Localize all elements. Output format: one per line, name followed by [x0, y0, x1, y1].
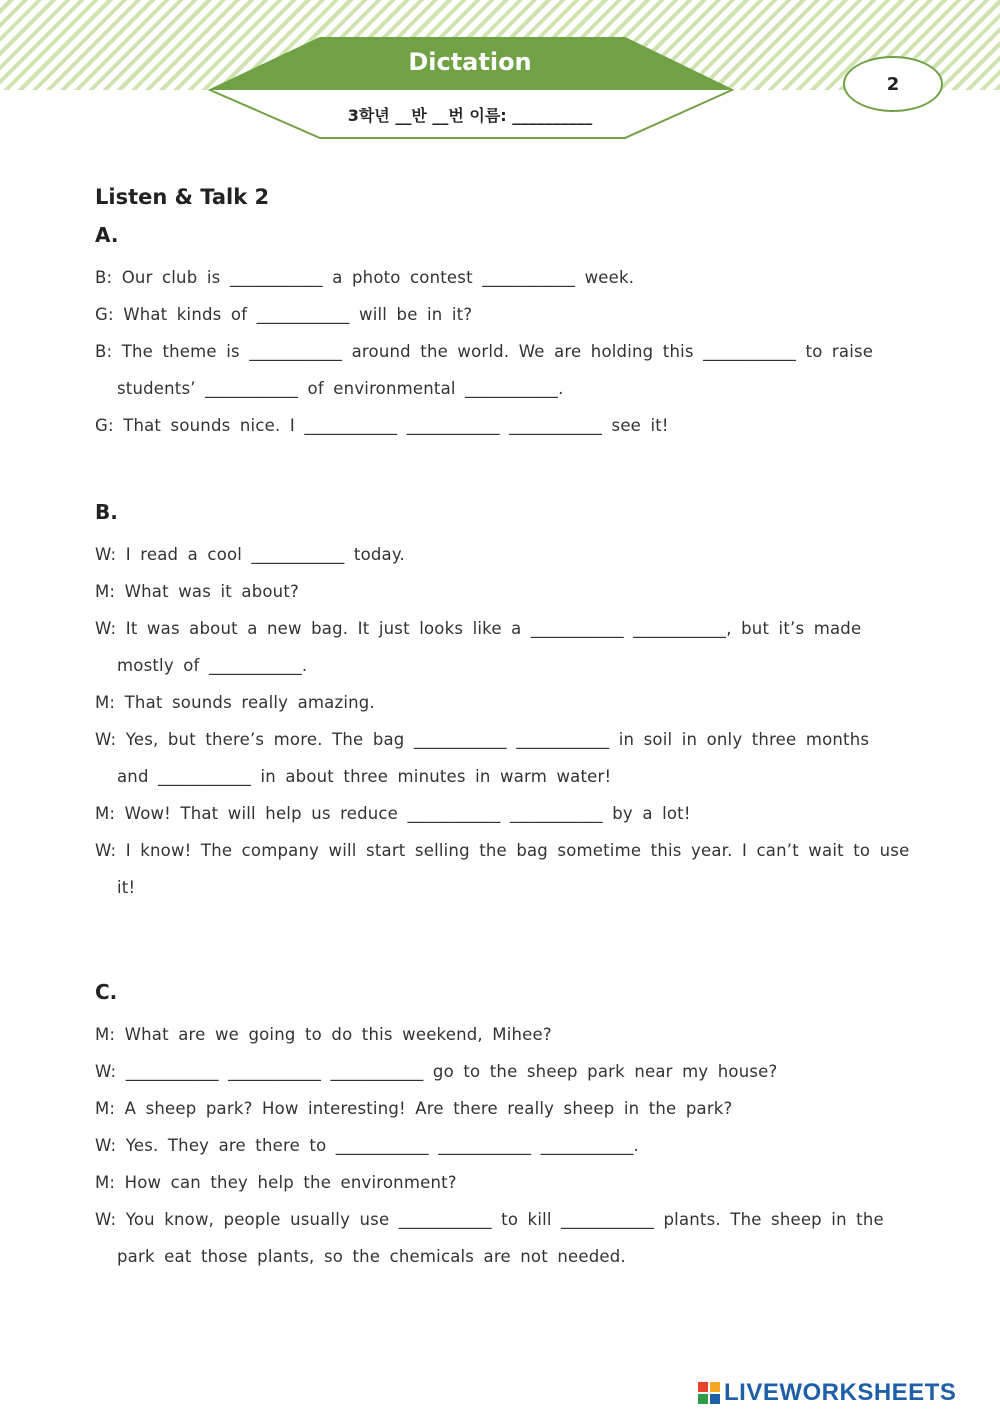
dialogue-line: M: A sheep park? How interesting! Are there really sheep in the park?	[95, 1099, 733, 1118]
dialogue-line: and ___________ in about three minutes in warm water!	[117, 767, 612, 786]
dialogue-line: W: ___________ ___________ ___________ go to the sheep park near my house?	[95, 1062, 778, 1081]
section-c	[95, 980, 910, 1275]
dialogue-line: G: That sounds nice. I ___________ ___________ ___________ see it!	[95, 416, 669, 435]
dialogue-line: B: Our club is ___________ a photo contest ___________ week.	[95, 268, 635, 287]
dialogue-line: M: Wow! That will help us reduce ___________ ___________ by a lot!	[95, 804, 691, 823]
section-a	[95, 223, 910, 444]
unit-title: Listen & Talk 2	[95, 185, 270, 209]
dialogue-line: G: What kinds of ___________ will be in it?	[95, 305, 473, 324]
dialogue-line: W: Yes. They are there to ___________ ___________ ___________.	[95, 1136, 639, 1155]
dialogue-line: M: What are we going to do this weekend, Mihee?	[95, 1025, 552, 1044]
page-number-badge: 2	[843, 56, 943, 112]
dialogue-line: W: Yes, but there’s more. The bag ___________ ___________ in soil in only three months	[95, 730, 870, 749]
section-b	[95, 500, 910, 906]
dialogue-line: W: I read a cool ___________ today.	[95, 545, 405, 564]
dialogue-line: M: That sounds really amazing.	[95, 693, 375, 712]
student-info-line: 3학년 __반 __번 이름: __________	[347, 106, 593, 125]
logo-mark-icon	[698, 1382, 720, 1404]
dialogue-line: W: You know, people usually use ___________ to kill ___________ plants. The sheep in the	[95, 1210, 884, 1229]
dialogue-line: students’ ___________ of environmental ___________.	[117, 379, 564, 398]
dialogue-line: mostly of ___________.	[117, 656, 308, 675]
worksheet-content	[95, 185, 910, 1275]
dialogue-line: M: What was it about?	[95, 582, 299, 601]
dialogue-line: W: It was about a new bag. It just looks like a ___________ ___________, but it’s made	[95, 619, 862, 638]
worksheet-title: Dictation	[408, 48, 532, 76]
dialogue-line: it!	[117, 878, 136, 897]
section-c-label: C.	[95, 980, 118, 1004]
dialogue-line: M: How can they help the environment?	[95, 1173, 457, 1192]
dialogue-line: B: The theme is ___________ around the world. We are holding this ___________ to raise	[95, 342, 874, 361]
logo-text: LIVEWORKSHEETS	[724, 1379, 957, 1406]
dialogue-line: W: I know! The company will start selling the bag sometime this year. I can’t wait to use	[95, 841, 910, 860]
section-a-label: A.	[95, 223, 119, 247]
dialogue-line: park eat those plants, so the chemicals are not needed.	[117, 1247, 626, 1266]
section-b-label: B.	[95, 500, 118, 524]
liveworksheets-logo	[698, 1379, 956, 1407]
